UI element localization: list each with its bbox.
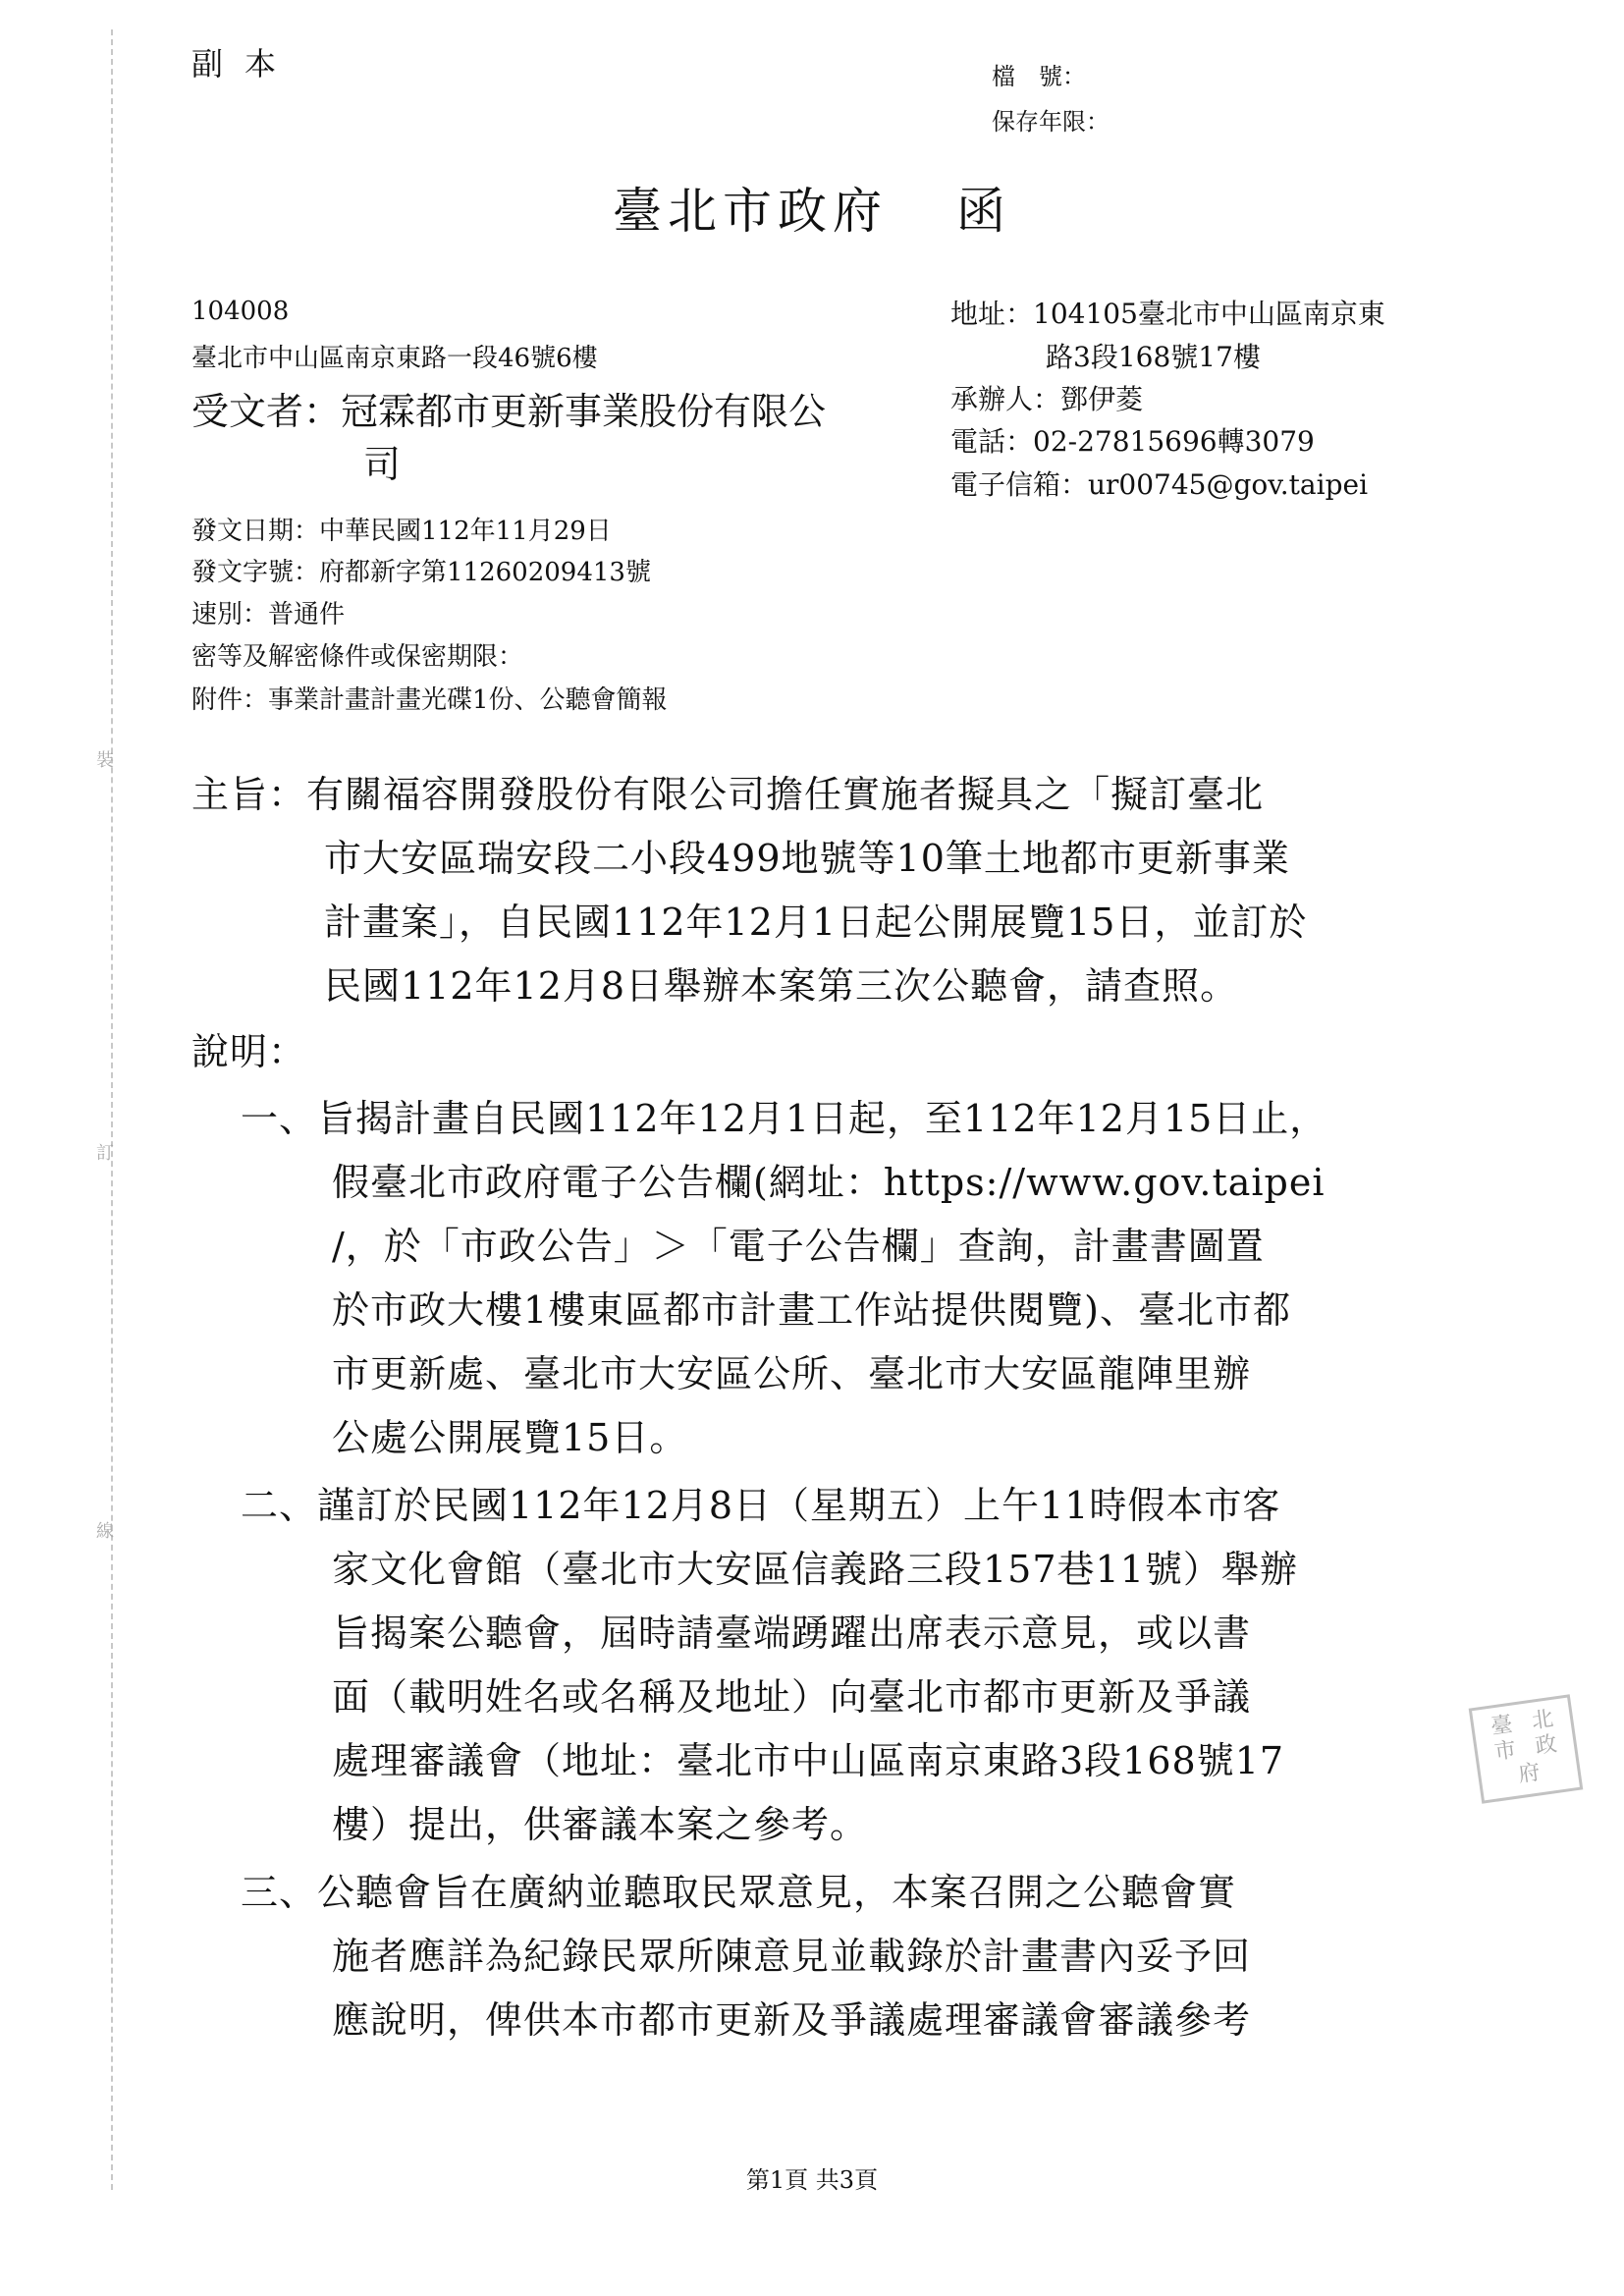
secrecy-level: 密等及解密條件或保密期限：: [191, 642, 524, 672]
page-number: 第1頁 共3頁: [745, 2166, 879, 2194]
issue-date: 發文日期：中華民國112年11月29日: [191, 517, 612, 546]
contact-handler: 承辦人：鄧伊菱: [950, 383, 1144, 415]
item-line: 公處公開展覽15日。: [332, 1416, 688, 1459]
retention-label: 保存年限：: [992, 108, 1110, 136]
item-line: 施者應詳為紀錄民眾所陳意見並載錄於計畫書內妥予回: [332, 1935, 1252, 1978]
title-org: 臺北市政府: [613, 183, 888, 240]
contact-email: 電子信箱：ur00745@gov.taipei: [950, 468, 1369, 501]
item-line: 一、旨揭計畫自民國112年12月1日起，至112年12月15日止，: [241, 1097, 1328, 1140]
subject-line: 民國112年12月8日舉辦本案第三次公聽會，請查照。: [324, 964, 1239, 1008]
subject-line: 計畫案」，自民國112年12月1日起公開展覽15日，並訂於: [324, 901, 1308, 944]
explanation-label: 說明：: [191, 1030, 307, 1073]
sender-postcode: 104008: [191, 297, 290, 326]
item-line: 市更新處、臺北市大安區公所、臺北市大安區龍陣里辦: [332, 1352, 1252, 1395]
subject-line: 市大安區瑞安段二小段499地號等10筆土地都市更新事業: [324, 837, 1290, 880]
document-title: [0, 172, 1624, 243]
title-type: 函: [956, 183, 1011, 240]
binding-mark: 裝: [96, 750, 114, 771]
file-number-label: 檔 號：: [992, 63, 1086, 90]
item-line: 於市政大樓1樓東區都市計畫工作站提供閱覽)、臺北市都: [332, 1288, 1292, 1332]
binding-mark: 訂: [96, 1143, 114, 1164]
item-line: 旨揭案公聽會，屆時請臺端踴躍出席表示意見，或以書: [332, 1612, 1252, 1655]
item-line: 樓）提出，供審議本案之參考。: [332, 1803, 869, 1846]
binding-line: [111, 29, 113, 2190]
recipient-line1: 受文者：冠霖都市更新事業股份有限公: [191, 390, 827, 433]
delivery-speed: 速別：普通件: [191, 600, 346, 629]
recipient-line2: 司: [363, 443, 402, 486]
item-line: 應說明，俾供本市都市更新及爭議處理審議會審議參考: [332, 1998, 1252, 2042]
item-line: 面（載明姓名或名稱及地址）向臺北市都市更新及爭議: [332, 1675, 1252, 1719]
copy-mark: 副本: [191, 45, 298, 82]
item-line: /，於「市政公告」＞「電子公告欄」查詢，計畫書圖置: [332, 1225, 1265, 1268]
issue-number: 發文字號：府都新字第11260209413號: [191, 558, 651, 587]
contact-address-line1: 地址：104105臺北市中山區南京東: [950, 298, 1385, 330]
contact-phone: 電話：02-27815696轉3079: [950, 425, 1315, 458]
item-line: 三、公聽會旨在廣納並聽取民眾意見，本案召開之公聽會實: [241, 1871, 1237, 1914]
attachments: 附件：事業計畫計畫光碟1份、公聽會簡報: [191, 685, 668, 715]
item-line: 二、謹訂於民國112年12月8日（星期五）上午11時假本市客: [241, 1484, 1281, 1527]
sender-address: 臺北市中山區南京東路一段46號6樓: [191, 344, 598, 373]
item-line: 假臺北市政府電子公告欄(網址：https://www.gov.taipei: [332, 1161, 1326, 1204]
contact-address-line2: 路3段168號17樓: [1046, 341, 1261, 373]
official-seal: 臺 北 市 政 府: [1469, 1694, 1584, 1804]
item-line: 處理審議會（地址：臺北市中山區南京東路3段168號17: [332, 1739, 1285, 1782]
binding-mark: 線: [96, 1521, 114, 1542]
item-line: 家文化會館（臺北市大安區信義路三段157巷11號）舉辦: [332, 1548, 1298, 1591]
subject-line: 主旨：有關福容開發股份有限公司擔任實施者擬具之「擬訂臺北: [191, 773, 1265, 816]
